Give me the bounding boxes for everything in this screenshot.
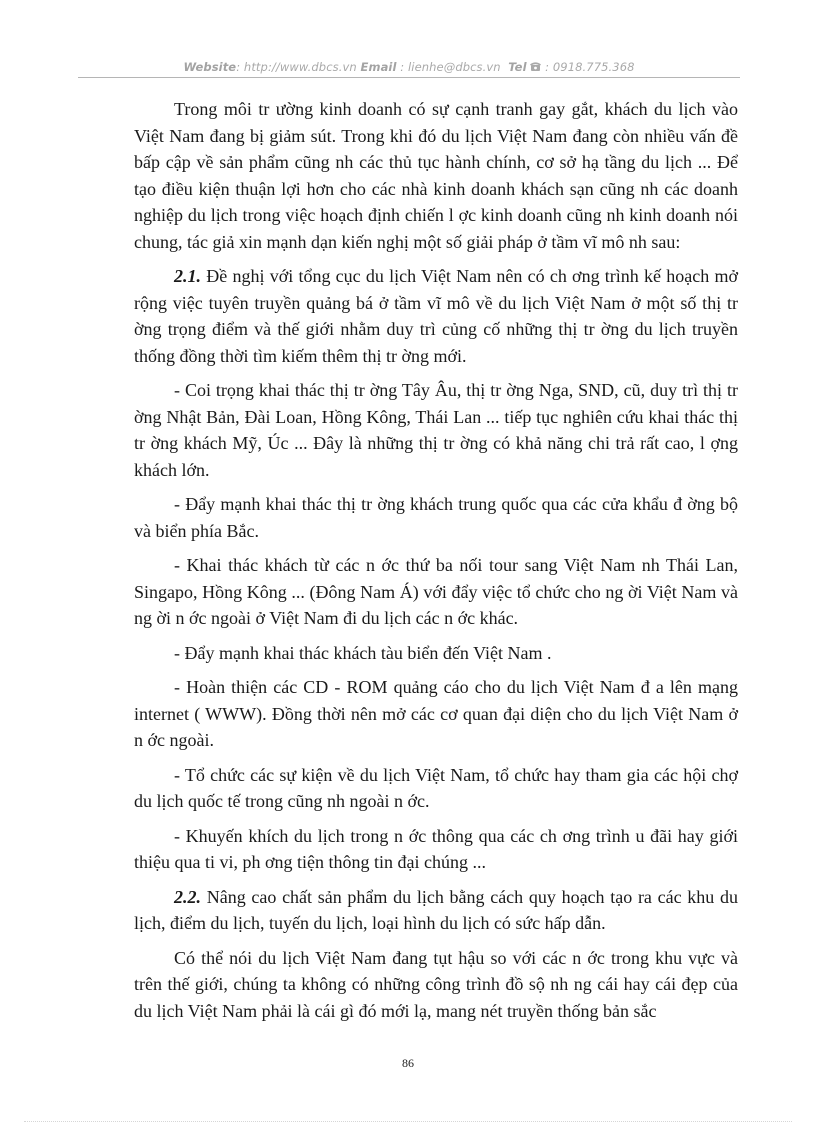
page-number: 86 [402,1056,414,1070]
website-value: : http://www.dbcs.vn [236,60,357,74]
tel-value: : 0918.775.368 [545,60,635,74]
section-number: 2.2. [174,886,201,907]
phone-icon [530,60,545,74]
paragraph-text: Có thể nói du lịch Việt Nam đang tụt hậu so với các n ớc trong khu vực và trên thế giới, chúng ta không có những công trình đồ sộ nh ng cái hay cái đẹp của du lịch Việt Nam phải là cái gì đó mới lạ, mang nét truyền thống bản sắc [134,947,738,1021]
paragraph [134,640,738,667]
email-label: Email [360,60,397,74]
paragraph [134,552,738,632]
paragraph [134,762,738,815]
paragraph-text: - Khuyến khích du lịch trong n ớc thông qua các ch ơng trình u đãi hay giới thiệu qua ti vi, ph ơng tiện thông tin đại chúng ... [134,825,738,872]
paragraph-text: - Khai thác khách từ các n ớc thứ ba nối tour sang Việt Nam nh Thái Lan, Singapo, Hồng Kông ... (Đông Nam Á) với đẩy việc tổ chức cho ng ời Việt Nam và ng ời n ớc ngoài ở Việt Nam đi du lịch các n ớc khác. [134,555,738,628]
paragraph [134,823,738,876]
section-number: 2.1. [174,266,201,286]
tel-label: Tel [508,60,527,74]
paragraph-text: Trong môi tr ường kinh doanh có sự cạnh tranh gay gắt, khách du lịch vào Việt Nam đang bị giảm sút. Trong khi đó du lịch Việt Nam đang còn nhiều vấn đề bấp cập về sản phẩm cũng nh các thủ tục hành chính, cơ sở hạ tầng du lịch ... Để tạo điều kiện thuận lợi hơn cho các nhà kinh doanh khách sạn cũng nh các doanh nghiệp du lịch trong việc hoạch định chiến l ợc kinh doanh cũng nh kinh doanh nói chung, tác giả xin mạnh dạn kiến nghị một số giải pháp ở tầm vĩ mô nh sau: [134,99,738,252]
paragraph-text: - Đẩy mạnh khai thác thị tr ờng khách trung quốc qua các cửa khẩu đ ờng bộ và biển phía Bắc. [134,494,738,541]
paragraph-text: - Hoàn thiện các CD - ROM quảng cáo cho du lịch Việt Nam đ a lên mạng internet ( WWW). Đồng thời nên mở các cơ quan đại diện cho du lịch Việt Nam ở n ớc ngoài. [134,677,738,750]
paragraph [134,491,738,544]
paragraph-text: Nâng cao chất sản phẩm du lịch bằng cách quy hoạch tạo ra các khu du lịch, điểm du lịch, tuyến du lịch, loại hình du lịch có sức hấp dẫn. [134,886,738,933]
paragraph [134,884,738,937]
paragraph [134,377,738,483]
paragraph [134,263,738,369]
paragraph-text: Đề nghị với tổng cục du lịch Việt Nam nên có ch ơng trình kế hoạch mở rộng việc tuyên truyền quảng bá ở tầm vĩ mô về du lịch Việt Nam ở một số thị tr ờng trọng điểm và thế giới nhằm duy trì củng cố những thị tr ờng du lịch truyền thống đồng thời tìm kiếm thêm thị tr ờng mới. [134,266,738,366]
paragraph [134,674,738,754]
paragraph [134,945,738,1025]
website-label: Website [183,60,237,74]
paragraph-text: - Đẩy mạnh khai thác khách tàu biển đến Việt Nam . [174,642,552,663]
paragraph-text: - Tổ chức các sự kiện về du lịch Việt Nam, tổ chức hay tham gia các hội chợ du lịch quốc tế trong cũng nh ngoài n ớc. [134,764,738,811]
footer-divider [24,1121,792,1122]
paragraph [134,96,738,255]
email-value: : lienhe@dbcs.vn [396,60,501,74]
paragraph-text: - Coi trọng khai thác thị tr ờng Tây Âu, thị tr ờng Nga, SND, cũ, duy trì thị tr ờng Nhật Bản, Đài Loan, Hồng Kông, Thái Lan ... tiếp tục nghiên cứu khai thác thị tr ờng khách Mỹ, Úc ... Đây là những thị tr ờng có khả năng chi trả rất cao, l ợng khách lớn. [134,380,738,480]
header-divider [78,77,740,78]
body-text [134,96,738,1032]
page-header [78,60,740,74]
